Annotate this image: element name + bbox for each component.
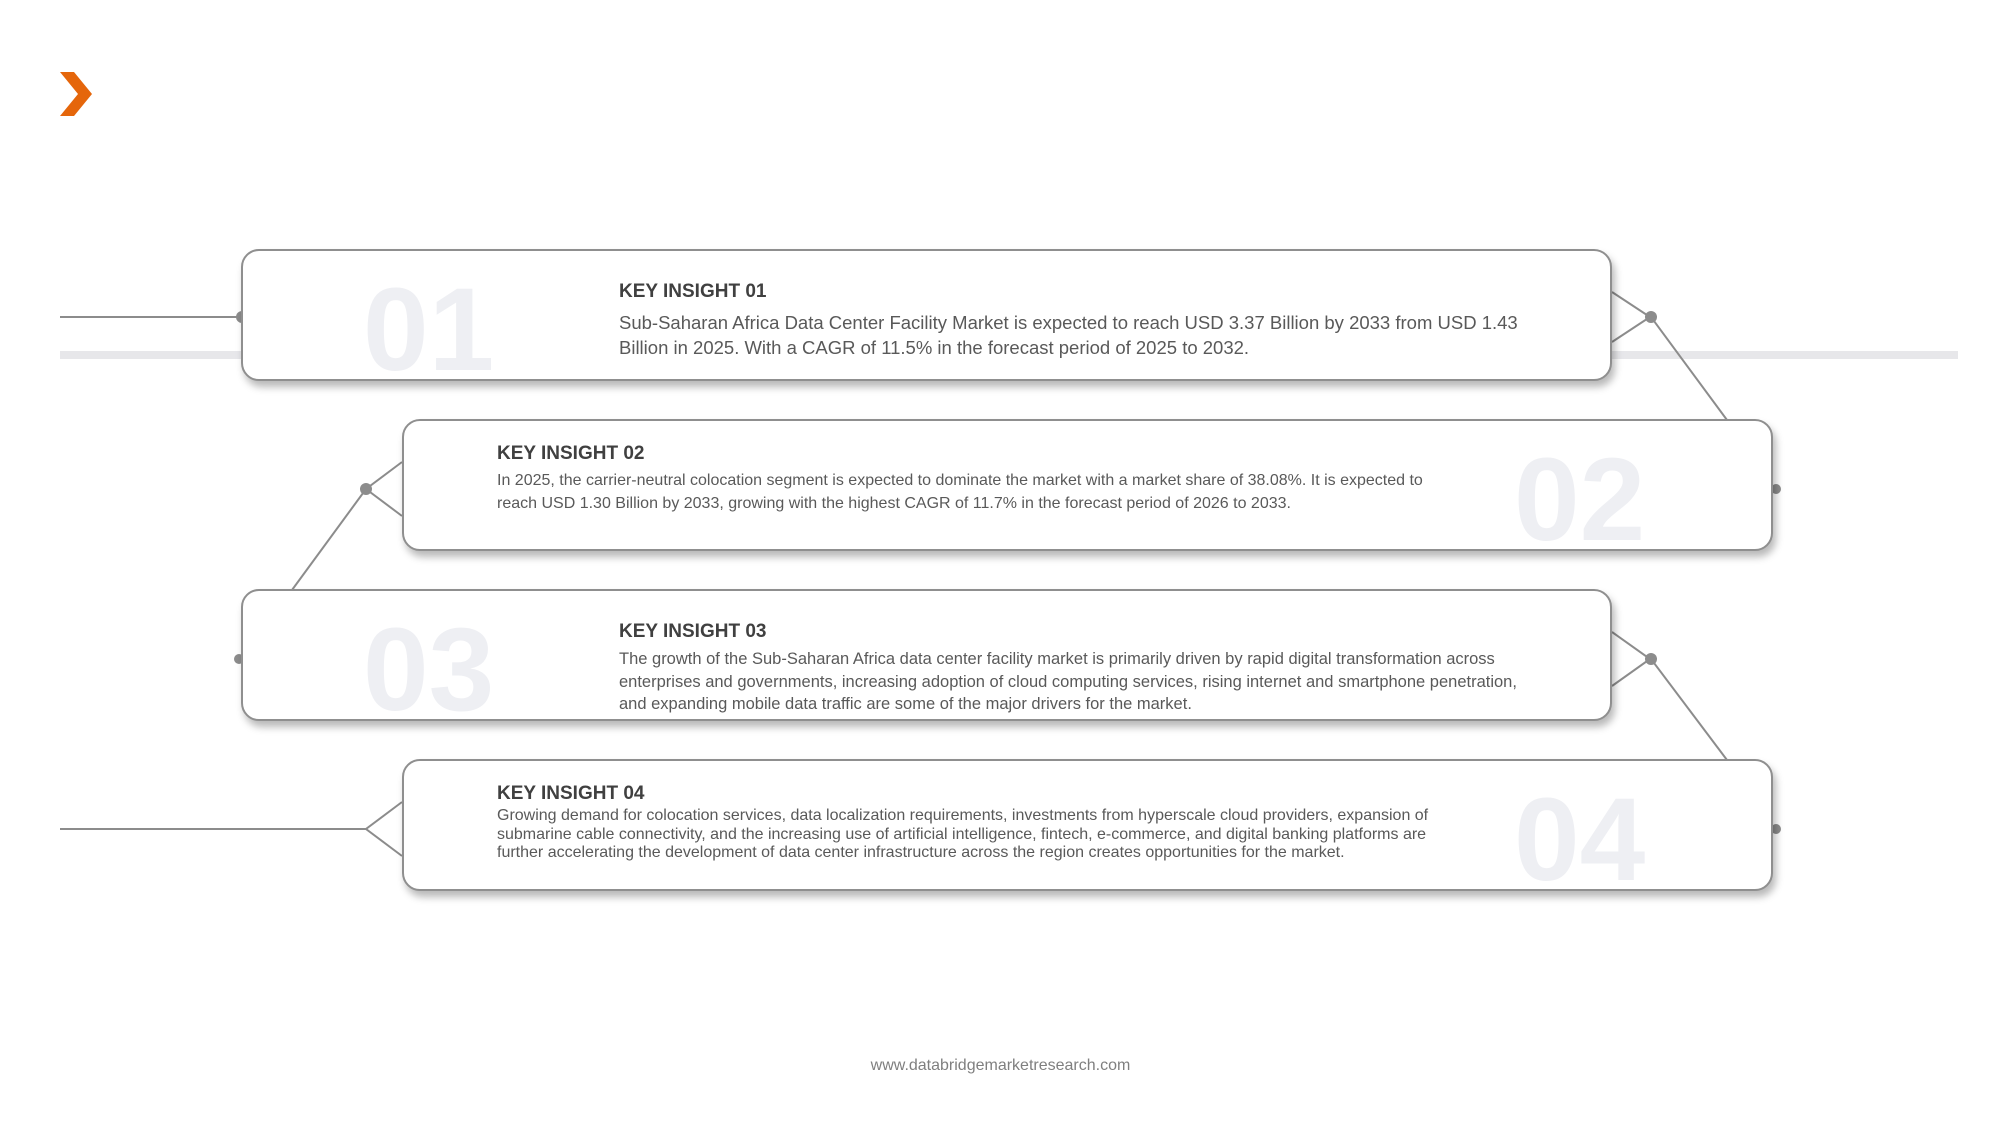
insight-number: 04: [1514, 774, 1646, 906]
insight-text: Growing demand for colocation services, data localization requirements, investments from hyperscale cloud providers, expansion of submarine cable connectivity, and the increasing use of artificial intelligence, fintech, e-commerce, and digital banking platforms are further accelerating the development of data center infrastructure across the region creates opportunities for the market.: [497, 807, 1429, 861]
insight-card-2: [402, 419, 1773, 566]
insight-text: Sub-Saharan Africa Data Center Facility Market is expected to reach USD 3.37 Billion by 2033 from USD 1.43 Billion in 2025. With a CAGR of 11.5% in the forecast period of 2025 to 2032.: [619, 312, 1518, 358]
insight-card-3: [241, 589, 1612, 736]
insight-number: 03: [363, 604, 495, 736]
insight-card-4: [402, 759, 1773, 906]
insight-card-1: [241, 249, 1612, 396]
insight-number: 02: [1514, 434, 1646, 566]
insight-title: KEY INSIGHT 01: [619, 281, 767, 302]
footer-website: www.databridgemarketresearch.com: [870, 1057, 1131, 1074]
insight-text: The growth of the Sub-Saharan Africa data center facility market is primarily driven by rapid digital transformation across enterprises and governments, increasing adoption of cloud computing services, rising internet and smartphone penetration, and expanding mobile data traffic are some of the major drivers for the market.: [619, 650, 1517, 713]
insight-title: KEY INSIGHT 02: [497, 443, 645, 464]
insight-number: 01: [363, 264, 495, 396]
insight-text: In 2025, the carrier-neutral colocation segment is expected to dominate the market with a market share of 38.08%. It is expected to reach USD 1.30 Billion by 2033, growing with the highest CAGR of 11.7% in the forecast period of 2026 to 2033.: [497, 472, 1423, 512]
insight-title: KEY INSIGHT 03: [619, 621, 767, 642]
insight-title: KEY INSIGHT 04: [497, 783, 645, 804]
